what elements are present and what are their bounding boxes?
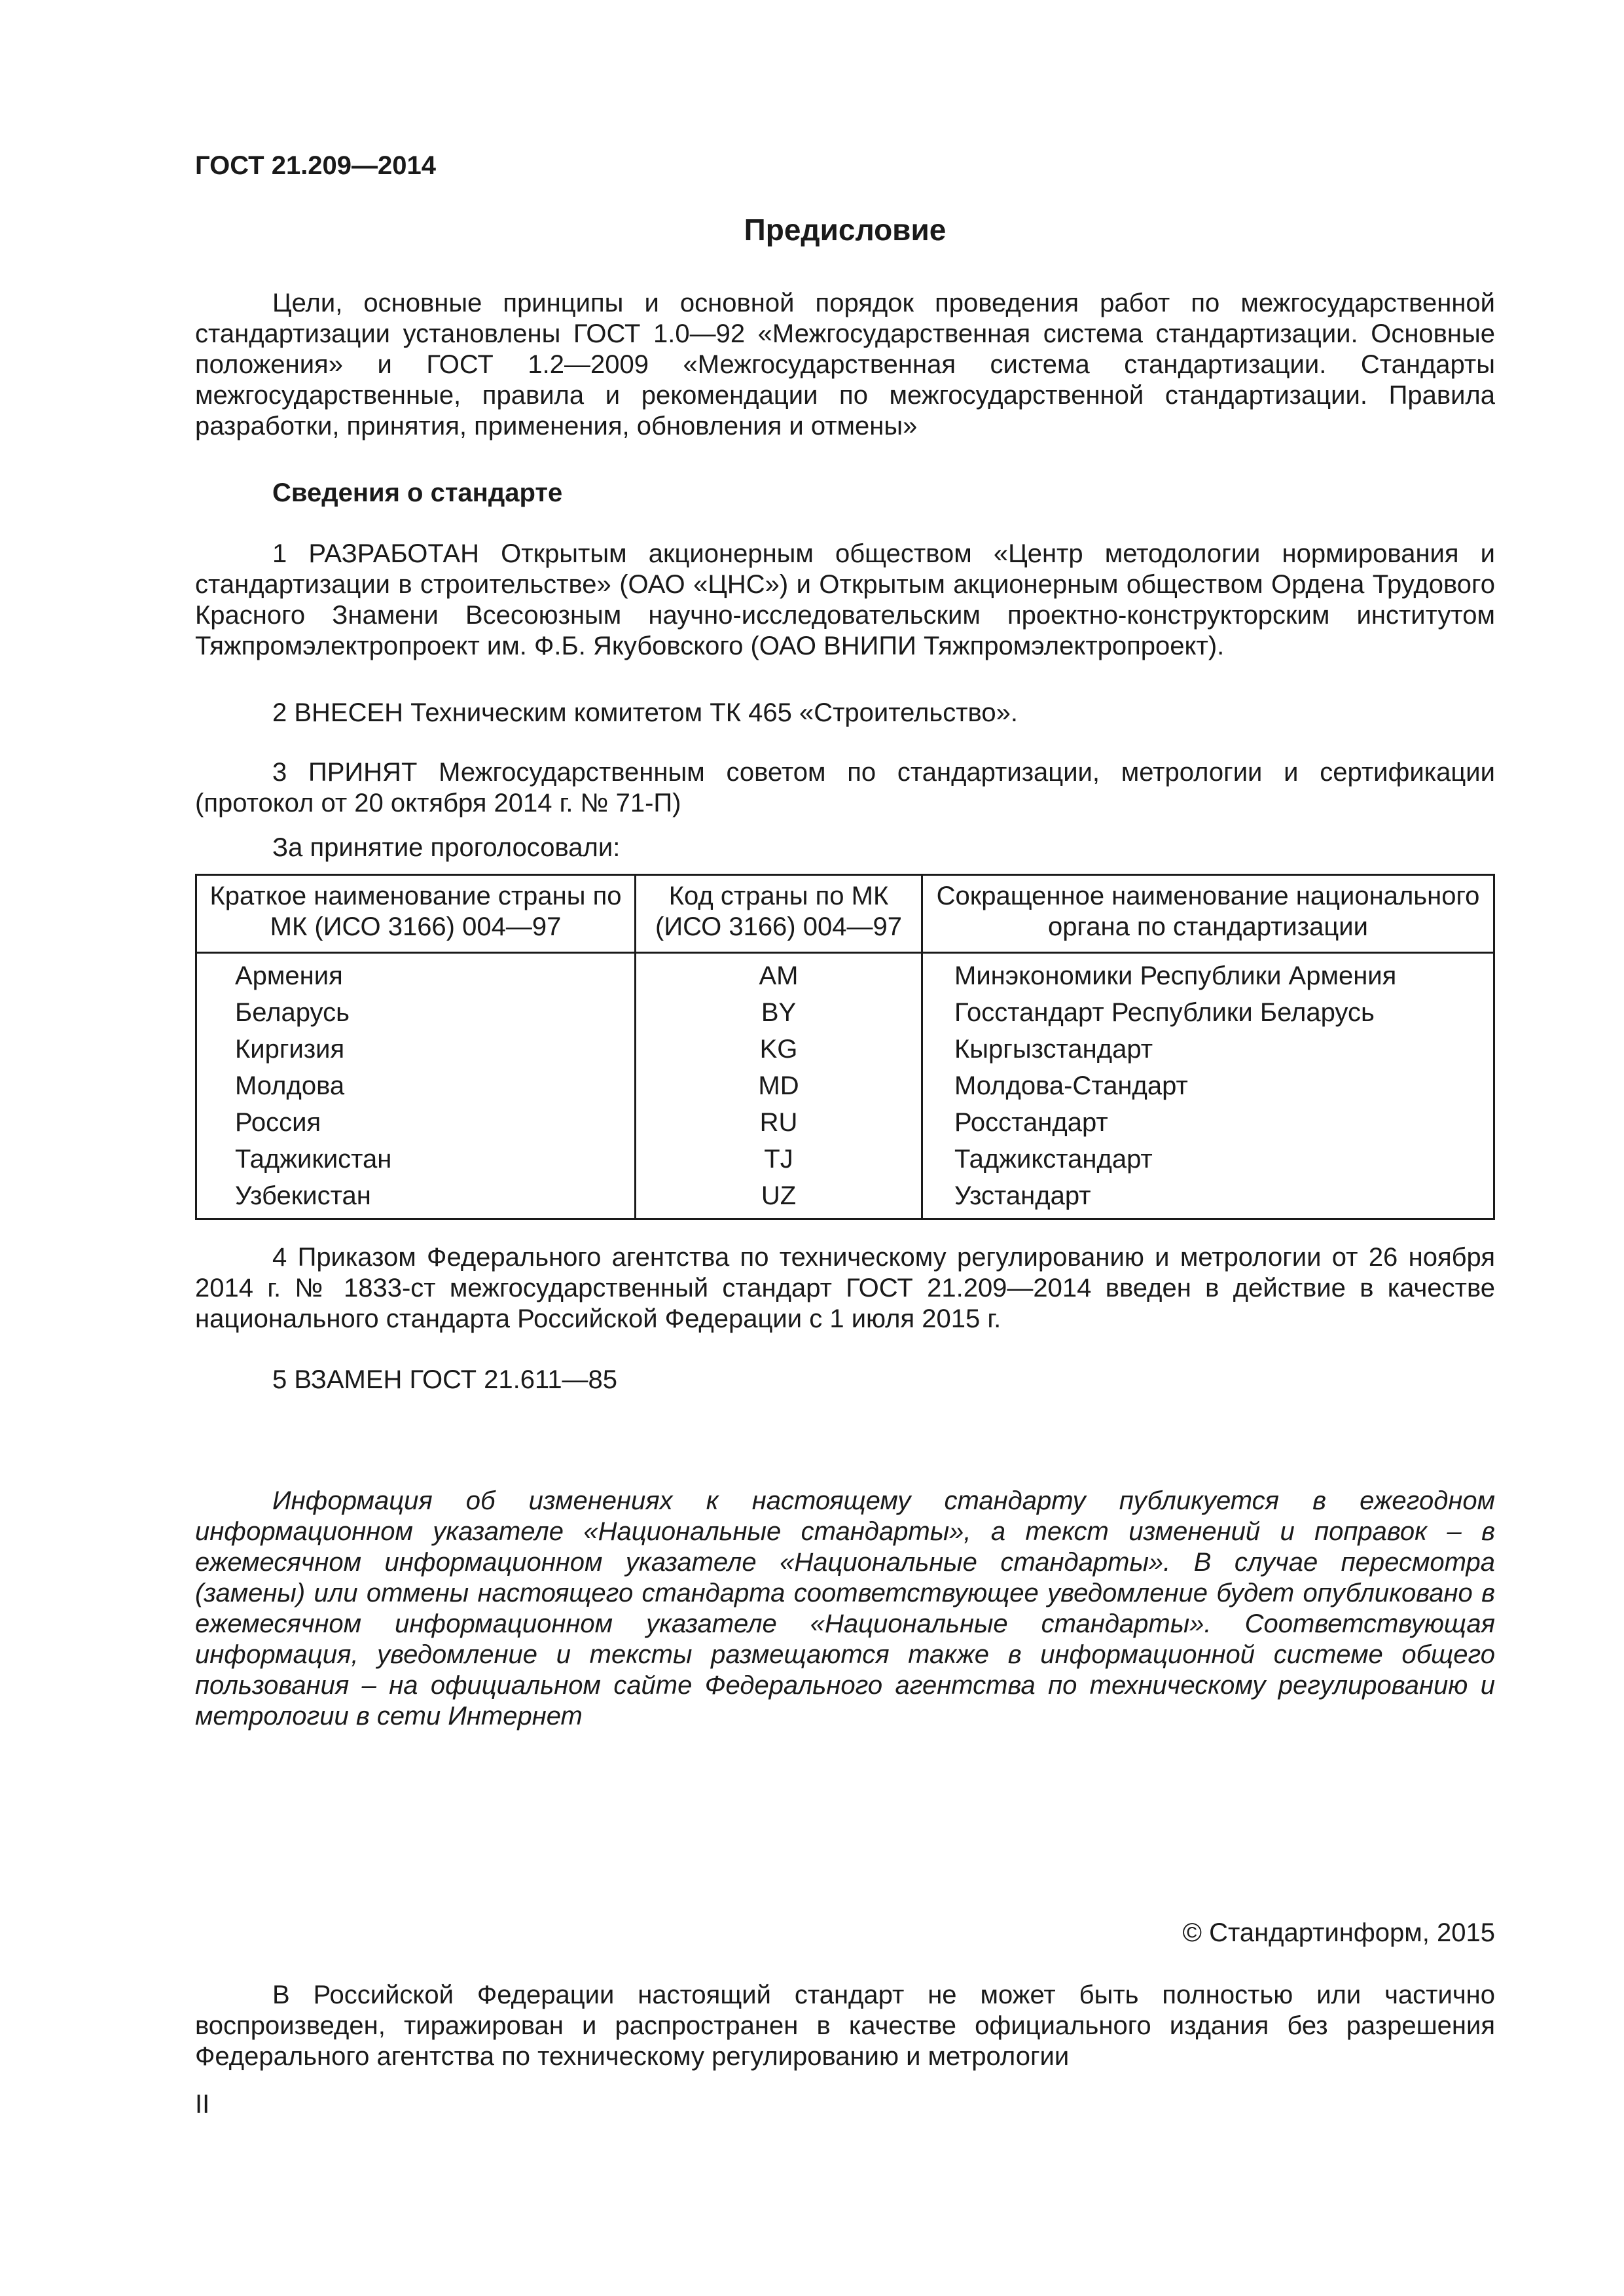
- amendments-info-note: Информация об изменениях к настоящему стандарту публикуется в ежегодном информационном указателе «Национальные стандарты», а текст изменений и поправок – в ежемесячном информационном указателе «Национальные стандарты». В случае пересмотра (замены) или отмены настоящего стандарта соответствующее уведомление будет опубликовано в ежемесячном информационном указателе «Национальные стандарты». Соответствующая информация, уведомление и тексты размещаются также в информационной системе общего пользования – на официальном сайте Федерального агентства по техническому регулированию и метрологии в сети Интернет: [195, 1486, 1495, 1731]
- voting-countries-table: [195, 874, 1495, 1220]
- column-header-code: Код страны по МК (ИСО 3166) 004—97: [636, 875, 922, 953]
- standard-info-heading: Сведения о стандарте: [272, 478, 563, 507]
- body-cell: Госстандарт Республики Беларусь: [922, 994, 1494, 1031]
- table-row: [196, 1104, 1494, 1141]
- table-row: [196, 1067, 1494, 1104]
- country-cell: Россия: [196, 1104, 636, 1141]
- body-cell: Росстандарт: [922, 1104, 1494, 1141]
- code-cell: BY: [636, 994, 922, 1031]
- page-number: II: [195, 2090, 210, 2119]
- body-cell: Узстандарт: [922, 1177, 1494, 1219]
- table-row: [196, 994, 1494, 1031]
- code-cell: AM: [636, 953, 922, 995]
- copyright-notice: © Стандартинформ, 2015: [1182, 1918, 1495, 1947]
- country-cell: Киргизия: [196, 1031, 636, 1067]
- column-header-country: Краткое наименование страны по МК (ИСО 3166) 004—97: [196, 875, 636, 953]
- country-cell: Молдова: [196, 1067, 636, 1104]
- code-cell: KG: [636, 1031, 922, 1067]
- country-cell: Беларусь: [196, 994, 636, 1031]
- table-row: [196, 953, 1494, 995]
- code-cell: UZ: [636, 1177, 922, 1219]
- column-header-body: Сокращенное наименование национального органа по стандартизации: [922, 875, 1494, 953]
- country-cell: Таджикистан: [196, 1141, 636, 1177]
- item-submitted: 2 ВНЕСЕН Техническим комитетом ТК 465 «Строительство».: [272, 698, 1018, 727]
- table-header-row: [196, 875, 1494, 953]
- document-code-header: ГОСТ 21.209—2014: [195, 151, 437, 180]
- legal-notice: В Российской Федерации настоящий стандарт не может быть полностью или частично воспроизведен, тиражирован и распространен в качестве официального издания без разрешения Федерального агентства по техническому регулированию и метрологии: [195, 1981, 1495, 2071]
- country-cell: Армения: [196, 953, 636, 995]
- item-replaces: 5 ВЗАМЕН ГОСТ 21.611—85: [272, 1365, 618, 1394]
- table-row: [196, 1031, 1494, 1067]
- intro-paragraph: Цели, основные принципы и основной порядок проведения работ по межгосударственной стандартизации установлены ГОСТ 1.0—92 «Межгосударственная система стандартизации. Основные положения» и ГОСТ 1.2—2009 «Межгосударственная система стандартизации. Стандарты межгосударственные, правила и рекомендации по межгосударственной стандартизации. Правила разработки, принятия, применения, обновления и отмены»: [195, 289, 1495, 440]
- voted-label: За принятие проголосовали:: [272, 833, 621, 862]
- page-title: Предисловие: [744, 213, 947, 247]
- item-adopted: 3 ПРИНЯТ Межгосударственным советом по стандартизации, метрологии и сертификации (протокол от 20 октября 2014 г. № 71-П): [195, 758, 1495, 817]
- item-enacted: 4 Приказом Федерального агентства по техническому регулированию и метрологии от 26 ноября 2014 г. № 1833-ст межгосударственный стандарт ГОСТ 21.209—2014 введен в действие в качестве национального стандарта Российской Федерации с 1 июля 2015 г.: [195, 1243, 1495, 1333]
- table-row: [196, 1141, 1494, 1177]
- code-cell: MD: [636, 1067, 922, 1104]
- item-developed: 1 РАЗРАБОТАН Открытым акционерным обществом «Центр методологии нормирования и стандартизации в строительстве» (ОАО «ЦНС») и Открытым акционерным обществом Ордена Трудового Красного Знамени Всесоюзным научно-исследовательским проектно-конструкторским институтом Тяжпромэлектропроект им. Ф.Б. Якубовского (ОАО ВНИПИ Тяжпромэлектропроект).: [195, 539, 1495, 660]
- code-cell: RU: [636, 1104, 922, 1141]
- table-row: [196, 1177, 1494, 1219]
- code-cell: TJ: [636, 1141, 922, 1177]
- body-cell: Минэкономики Республики Армения: [922, 953, 1494, 995]
- body-cell: Кыргызстандарт: [922, 1031, 1494, 1067]
- body-cell: Таджикстандарт: [922, 1141, 1494, 1177]
- body-cell: Молдова-Стандарт: [922, 1067, 1494, 1104]
- country-cell: Узбекистан: [196, 1177, 636, 1219]
